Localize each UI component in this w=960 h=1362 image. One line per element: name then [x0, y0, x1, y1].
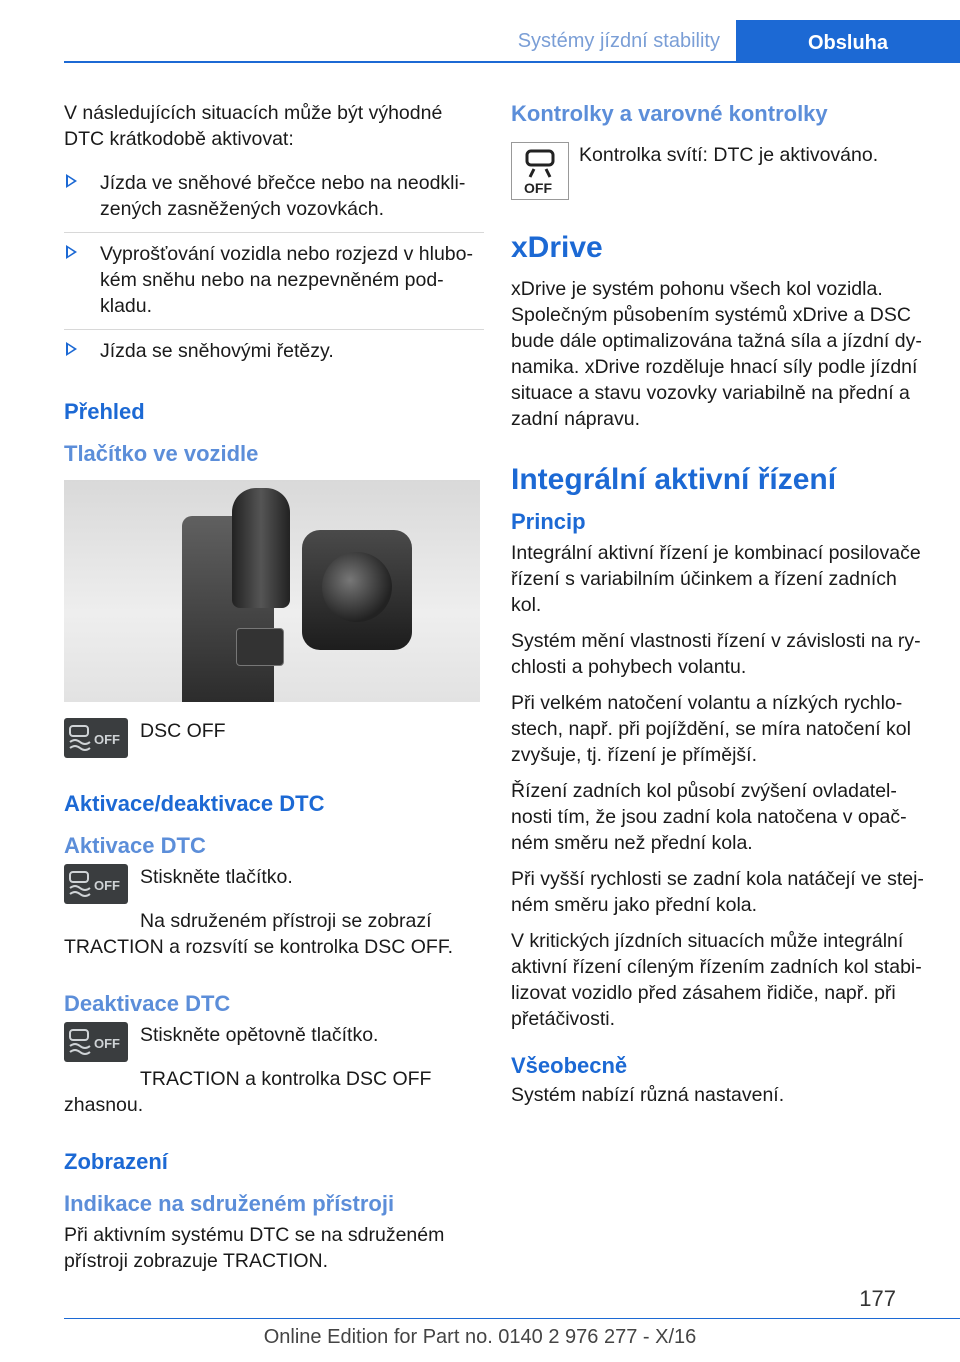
list-item: Vyprošťování vozidla nebo rozjezd v hlubokém sněhu nebo na nezpevněném podkladu. — [64, 233, 484, 330]
gear-shifter — [232, 488, 290, 608]
heading-aktivace-deaktivace: Aktivace/deaktivace DTC — [64, 791, 325, 816]
heading-integralni-rizeni: Integrální aktivní řízení — [511, 463, 837, 496]
princip-paragraph-1: Integrální aktivní řízení je kombinací posilovače řízení s variabilním účinkem a řízení zadních kol. — [511, 542, 921, 616]
aktivace-step: Stiskněte tlačítko. — [140, 866, 293, 888]
dsc-off-icon — [64, 718, 128, 758]
dsc-off-icon — [64, 864, 128, 904]
dtc-off-indicator-icon — [511, 142, 569, 200]
parking-brake-button — [236, 628, 284, 666]
dsc-off-row — [64, 718, 484, 762]
heading-zobrazeni: Zobrazení — [64, 1149, 168, 1174]
right-column — [511, 100, 931, 1118]
section-breadcrumb: Systémy jízdní stability — [517, 30, 720, 52]
dsc-off-icon — [64, 1022, 128, 1062]
heading-princip: Princip — [511, 509, 586, 534]
princip-paragraph-5: Při vyšší rychlosti se zadní kola natáčejí ve stejném směru jako přední kola. — [511, 868, 924, 916]
left-column — [64, 100, 484, 1284]
header-rule — [64, 61, 960, 63]
footer-rule — [64, 1318, 960, 1319]
princip-paragraph-4: Řízení zadních kol působí zvýšení ovladatelnosti tím, že jsou zadní kola natočena v opačném směru než přední kola. — [511, 780, 907, 854]
situations-list — [64, 162, 484, 374]
dtc-indicator-row — [511, 142, 931, 202]
deaktivace-row — [64, 1022, 484, 1066]
heading-kontrolky: Kontrolky a varovné kontrolky — [511, 101, 828, 126]
dsc-off-label: DSC OFF — [140, 720, 226, 742]
indikace-paragraph: Při aktivním systému DTC se na sdruženém přístroji zobrazuje TRACTION. — [64, 1224, 445, 1272]
heading-tlacitko: Tlačítko ve vozidle — [64, 441, 259, 466]
chapter-tab[interactable]: Obsluha — [736, 20, 960, 62]
aktivace-row — [64, 864, 484, 908]
aktivace-result: Na sdruženém přístroji se zobrazí TRACTION a rozsvítí se kontrolka DSC OFF. — [64, 910, 453, 958]
princip-paragraph-3: Při velkém natočení volantu a nízkých rychlostech, např. při pojíždění, se míra natočení kol zvyšuje, tj. řízení je přímější. — [511, 692, 911, 766]
heading-prehled: Přehled — [64, 399, 145, 424]
triangle-bullet-icon — [66, 174, 77, 188]
svg-text:OFF: OFF — [524, 180, 552, 196]
center-console-photo — [64, 480, 480, 702]
svg-text:OFF: OFF — [94, 732, 120, 747]
triangle-bullet-icon — [66, 245, 77, 259]
deaktivace-step: Stiskněte opětovně tlačítko. — [140, 1024, 379, 1046]
heading-xdrive: xDrive — [511, 231, 603, 264]
triangle-bullet-icon — [66, 342, 77, 356]
idrive-knob — [322, 552, 392, 622]
intro-paragraph: V následujících situacích může být výhodné DTC krátkodobě aktivovat: — [64, 102, 443, 150]
heading-indikace: Indikace na sdruženém přístroji — [64, 1191, 395, 1216]
xdrive-paragraph: xDrive je systém pohonu všech kol vozidla. Společným působením systémů xDrive a DSC bude dále optimalizována tažná síla a jízdní dynamika. xDrive rozděluje hnací síly podle jízdní situace a stavu vozovky variabilně na přední a zadní nápravu. — [511, 278, 922, 430]
princip-paragraph-6: V kritických jízdních situacích může integrální aktivní řízení cíleným řízením zadních kol stabilizovat vozidlo před zásahem řidiče, např. při přetáčivosti. — [511, 930, 922, 1030]
svg-text:OFF: OFF — [94, 878, 120, 893]
heading-deaktivace: Deaktivace DTC — [64, 991, 231, 1016]
svg-text:OFF: OFF — [94, 1036, 120, 1051]
heading-aktivace: Aktivace DTC — [64, 833, 206, 858]
edition-footer: Online Edition for Part no. 0140 2 976 277 - X/16 — [263, 1326, 697, 1348]
princip-paragraph-2: Systém mění vlastnosti řízení v závislosti na rychlosti a pohybech volantu. — [511, 630, 921, 678]
page-number: 177 — [859, 1286, 896, 1311]
list-item: Jízda se sněhovými řetězy. — [64, 330, 484, 374]
list-item: Jízda ve sněhové břečce nebo na neodklizených zasněžených vozovkách. — [64, 162, 484, 233]
kontrolka-text: Kontrolka svítí: DTC je aktivováno. — [579, 144, 879, 166]
deaktivace-result: TRACTION a kontrolka DSC OFF zhasnou. — [64, 1068, 432, 1116]
heading-vseobecne: Všeobecně — [511, 1053, 628, 1078]
vseobecne-paragraph: Systém nabízí různá nastavení. — [511, 1084, 785, 1106]
page-header — [0, 0, 960, 66]
